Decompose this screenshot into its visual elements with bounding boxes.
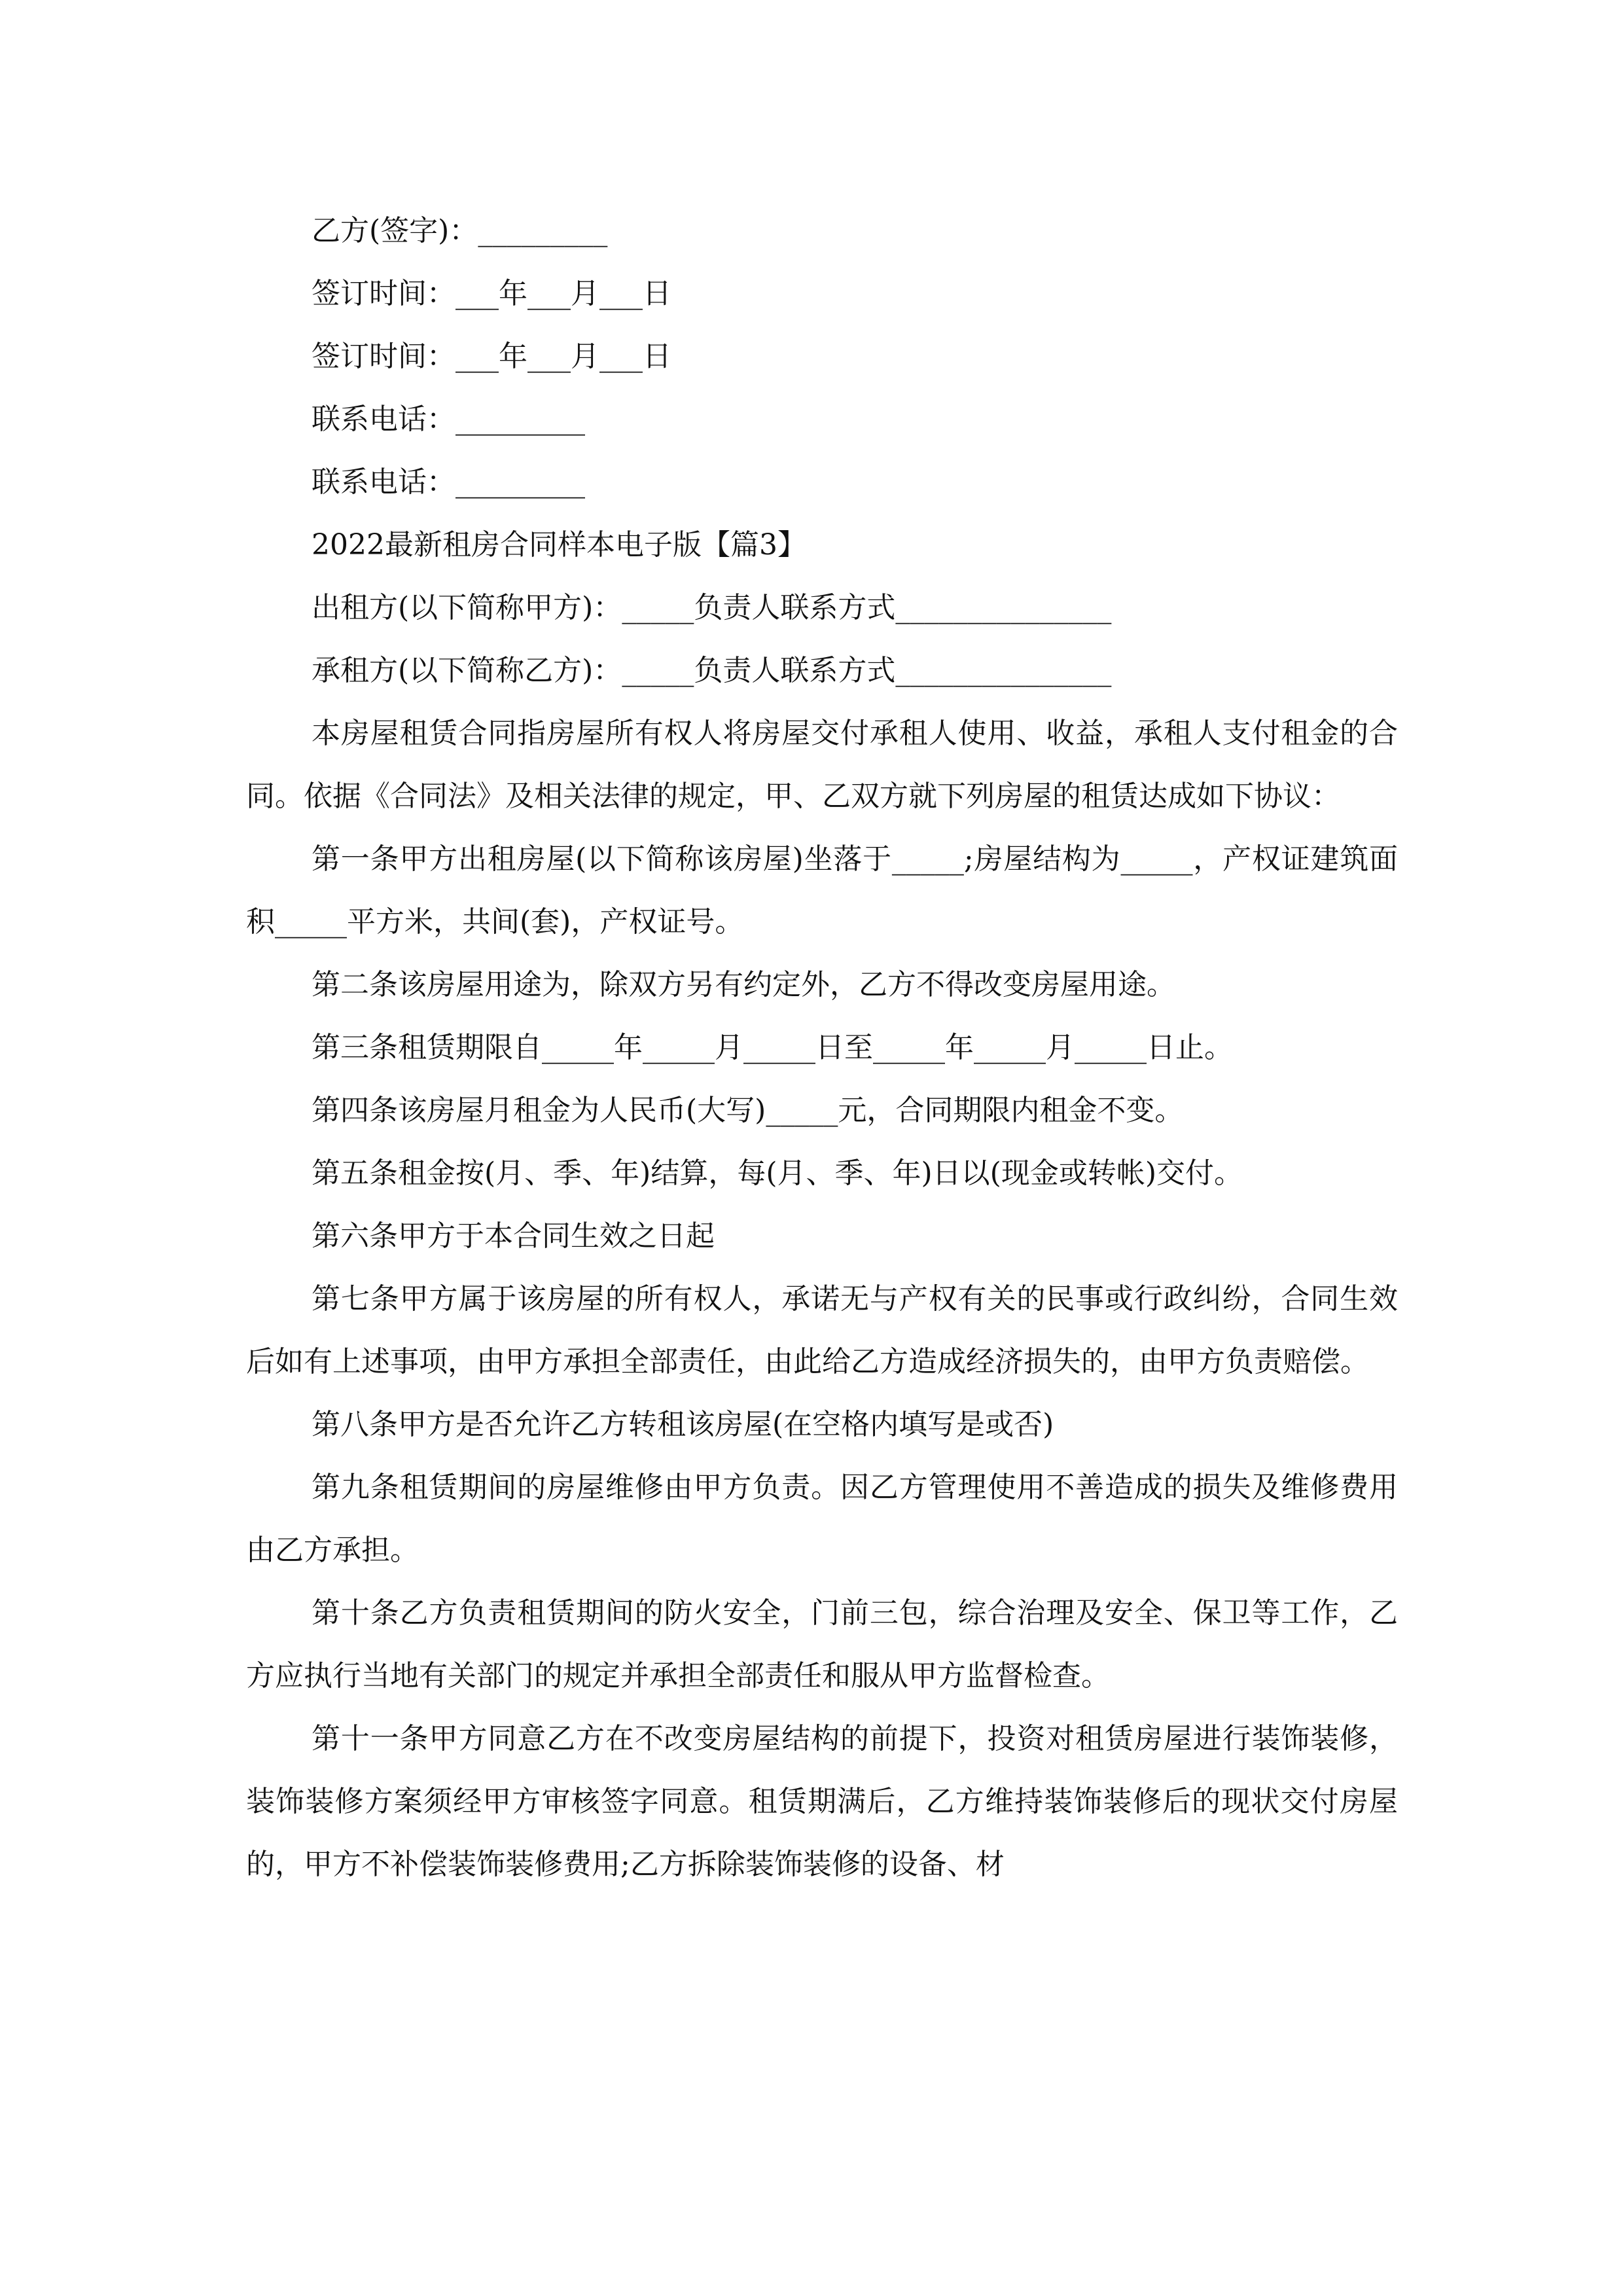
lessor-line: 出租方(以下简称甲方)：_____负责人联系方式_______________ xyxy=(312,591,1112,624)
article-2: 第二条该房屋用途为，除双方另有约定外，乙方不得改变房屋用途。 xyxy=(312,968,1175,1001)
intro-paragraph: 本房屋租赁合同指房屋所有权人将房屋交付承租人使用、收益，承租人支付租金的合同。依据《合同法》及相关法律的规定，甲、乙双方就下列房屋的租赁达成如下协议： xyxy=(246,717,1398,813)
article-8: 第八条甲方是否允许乙方转租该房屋(在空格内填写是或否) xyxy=(312,1408,1054,1441)
signing-date-line: 签订时间：___年___月___日 xyxy=(312,277,671,310)
article-5: 第五条租金按(月、季、年)结算，每(月、季、年)日以(现金或转帐)交付。 xyxy=(312,1157,1243,1190)
contact-phone-line-2: 联系电话：_________ xyxy=(312,465,585,499)
article-11: 第十一条甲方同意乙方在不改变房屋结构的前提下，投资对租赁房屋进行装饰装修，装饰装修方案须经甲方审核签字同意。租赁期满后，乙方维持装饰装修后的现状交付房屋的，甲方不补偿装饰装修费用;乙方拆除装饰装修的设备、材 xyxy=(246,1722,1398,1881)
party-b-signature-line: 乙方(签字)：_________ xyxy=(312,214,608,247)
section-title: 2022最新租房合同样本电子版【篇3】 xyxy=(312,528,806,562)
article-10: 第十条乙方负责租赁期间的防火安全，门前三包，综合治理及安全、保卫等工作，乙方应执行当地有关部门的规定并承担全部责任和服从甲方监督检查。 xyxy=(246,1596,1398,1693)
contact-phone-line: 联系电话：_________ xyxy=(312,403,585,436)
article-4: 第四条该房屋月租金为人民币(大写)_____元，合同期限内租金不变。 xyxy=(312,1094,1184,1127)
article-7: 第七条甲方属于该房屋的所有权人，承诺无与产权有关的民事或行政纠纷，合同生效后如有上述事项，由甲方承担全部责任，由此给乙方造成经济损失的，由甲方负责赔偿。 xyxy=(246,1282,1398,1378)
article-9: 第九条租赁期间的房屋维修由甲方负责。因乙方管理使用不善造成的损失及维修费用由乙方承担。 xyxy=(246,1471,1398,1567)
document-body xyxy=(246,200,1424,1896)
article-1: 第一条甲方出租房屋(以下简称该房屋)坐落于_____;房屋结构为_____，产权证建筑面积_____平方米，共间(套)，产权证号。 xyxy=(246,842,1398,939)
article-3: 第三条租赁期限自_____年_____月_____日至_____年_____月_____日止。 xyxy=(312,1031,1233,1064)
signing-date-line-2: 签订时间：___年___月___日 xyxy=(312,340,671,373)
article-6: 第六条甲方于本合同生效之日起 xyxy=(312,1219,715,1253)
lessee-line: 承租方(以下简称乙方)：_____负责人联系方式_______________ xyxy=(312,654,1112,687)
